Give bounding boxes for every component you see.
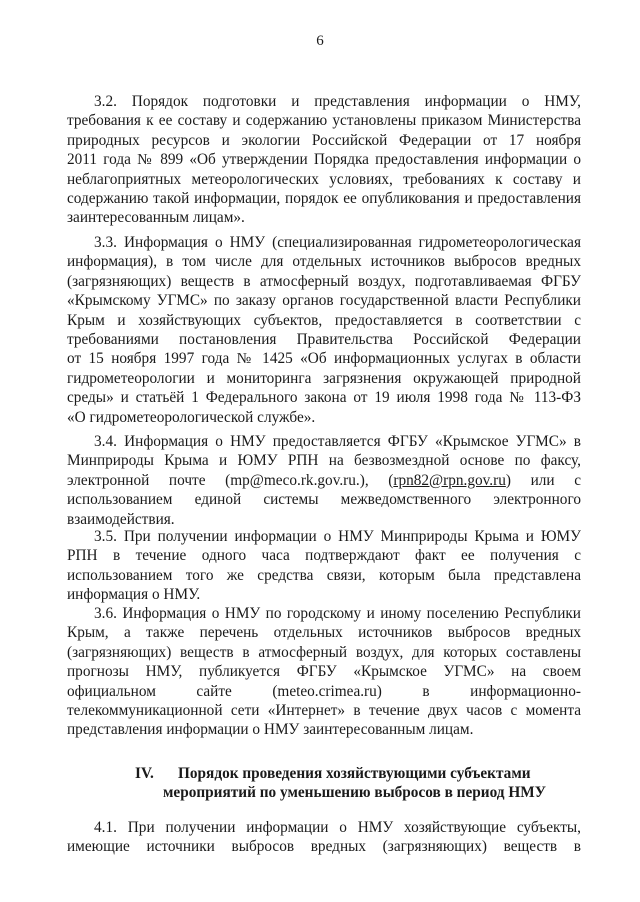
section-heading [135, 764, 565, 803]
paragraph-3-2 [67, 92, 581, 228]
text-line: неблагоприятных метеорологических условиях, требованиях к составу и [67, 170, 581, 188]
text-line: «Крымскому УГМС» по заказу органов государственной власти Республики [67, 292, 581, 310]
text-line: природных ресурсов и экологии Российской Федерации от 17 ноября [67, 131, 581, 149]
section-title-line: Порядок проведения хозяйствующими субъектами [178, 765, 531, 782]
paragraph-4-1 [67, 818, 581, 857]
text-line: гидрометеорологии и мониторинга загрязнения окружающей природной [67, 369, 581, 387]
text-line [67, 471, 581, 490]
text-line: содержанию такой информации, порядок ее опубликования и предоставления [67, 190, 581, 208]
email-link[interactable]: rpn82@rpn.gov.ru [393, 471, 506, 489]
text-line: (загрязняющих) веществ в атмосферный воздух, подготавливаемая ФГБУ [67, 272, 581, 290]
text-line: 3.4. Информация о НМУ предоставляется ФГБУ «Крымское УГМС» в [94, 433, 581, 450]
text-line: официальном сайте (meteo.crimea.ru) в информационно- [67, 682, 581, 700]
text-line: прогнозы НМУ, публикуется ФГБУ «Крымское УГМС» на своем [67, 663, 581, 681]
text-line: от 15 ноября 1997 года № 1425 «Об информационных услугах в области [67, 350, 581, 368]
page-number: 6 [316, 33, 324, 49]
text-line: требования к ее составу и содержанию установлены приказом Министерства [67, 112, 581, 130]
paragraph-3-5 [67, 527, 581, 605]
text-line: 3.2. Порядок подготовки и представления информации о НМУ, [94, 93, 581, 110]
text-line: 4.1. При получении информации о НМУ хозяйствующие субъекты, [94, 819, 581, 836]
text-line: имеющие источники выбросов вредных (загрязняющих) веществ в [67, 838, 581, 856]
email-text: электронной почте (mp@meco.rk.gov.ru.), ( [67, 471, 394, 489]
text-line: среды» и статьёй 1 Федерального закона от 19 июля 1998 года № 113-ФЗ [67, 389, 581, 407]
text-fragment: ) или с [505, 471, 581, 489]
text-line: информация), в том числе для отдельных источников выбросов вредных [67, 253, 581, 271]
text-line: требованиями постановления Правительства Российской Федерации [67, 331, 581, 349]
text-line: (загрязняющих) веществ в атмосферный воздух, для которых составлены [67, 643, 581, 661]
text-line: Минприроды Крыма и ЮМУ РПН на безвозмездной основе по факсу, [67, 452, 581, 470]
text-line: взаимодействия. [67, 510, 175, 528]
text-line: использованием того же средства связи, которым была представлена [67, 566, 581, 584]
text-line: 3.6. Информация о НМУ по городскому и иному поселению Республики [94, 605, 581, 622]
text-line: информация о НМУ. [67, 586, 201, 604]
text-line: 2011 года № 899 «Об утверждении Порядка предоставления информации о [67, 151, 581, 169]
text-line: «О гидрометеорологической службе». [67, 408, 316, 426]
section-title-line: мероприятий по уменьшению выбросов в период НМУ [163, 784, 546, 802]
paragraph-3-3 [67, 233, 581, 427]
text-line: Крым и хозяйствующих субъектов, предоставляется в соответствии с [67, 311, 581, 329]
section-number: IV. [135, 765, 154, 782]
text-line: заинтересованным лицам». [67, 209, 245, 227]
text-line: представления информации о НМУ заинтересованным лицам. [67, 721, 474, 739]
paragraph-3-6 [67, 604, 581, 740]
text-line: использованием единой системы межведомственного электронного [67, 491, 581, 509]
text-line: 3.3. Информация о НМУ (специализированная гидрометеорологическая [94, 234, 581, 251]
text-line: РПН в течение одного часа подтверждают факт ее получения с [67, 547, 581, 565]
paragraph-3-4 [67, 432, 581, 529]
text-line: 3.5. При получении информации о НМУ Минприроды Крыма и ЮМУ [94, 528, 581, 545]
text-line: телекоммуникационной сети «Интернет» в течение двух часов с момента [67, 702, 581, 720]
text-line: Крым, а также перечень отдельных источников выбросов вредных [67, 624, 581, 642]
